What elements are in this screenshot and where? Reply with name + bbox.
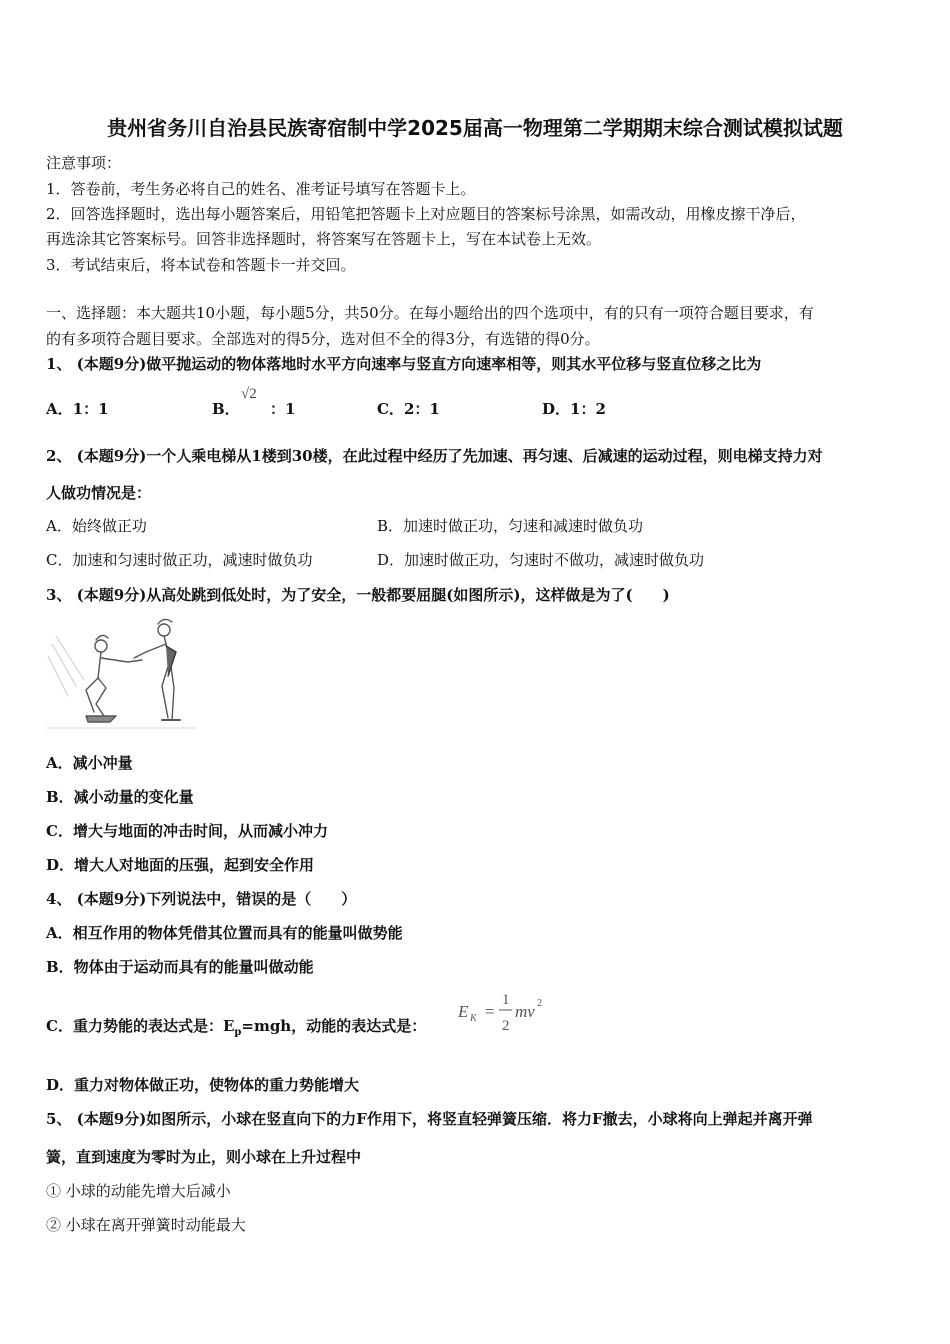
- q2-stem-line-2: 人做功情况是：: [46, 484, 152, 502]
- notice-item-2-cont: 再选涂其它答案标号。回答非选择题时，将答案写在答题卡上，写在本试卷上无效。: [46, 230, 602, 248]
- q1-option-d: D．1：2: [542, 400, 606, 418]
- q2-option-c: C．加速和匀速时做正功，减速时做负功: [46, 551, 313, 569]
- formula-ek-sub: K: [470, 1013, 477, 1024]
- notice-item-2: 2．回答选择题时，选出每小题答案后，用铅笔把答题卡上对应题目的答案标号涂黑，如需改动，用橡皮擦干净后，: [46, 205, 806, 223]
- q5-item-2: ② 小球在离开弹簧时动能最大: [46, 1216, 246, 1234]
- q4-option-c-text: C．重力势能的表达式是：E: [46, 1017, 235, 1035]
- q5-item-1: ① 小球的动能先增大后减小: [46, 1182, 231, 1200]
- q3-option-a: A．减小冲量: [46, 754, 133, 772]
- q1-option-c: C．2：1: [377, 400, 440, 418]
- section-intro-line-1: 一、选择题：本大题共10小题，每小题5分，共50分。在每小题给出的四个选项中，有的只有一项符合题目要求，有: [46, 304, 814, 322]
- q3-stem: 3、 (本题9分)从高处跳到低处时，为了安全，一般都要屈腿(如图所示)，这样做是为了( ): [46, 586, 670, 604]
- q1-stem: 1、 (本题9分)做平抛运动的物体落地时水平方向速率与竖直方向速率相等，则其水平位移与竖直位移之比为: [46, 355, 762, 373]
- q2-option-a: A．始终做正功: [46, 517, 147, 535]
- jumping-figure-illustration: [46, 616, 196, 734]
- formula-exponent: 2: [537, 998, 542, 1009]
- q1-option-b-ratio: ：1: [270, 400, 296, 418]
- q4-option-c-subscript: p: [234, 1027, 242, 1038]
- q4-option-a: A．相互作用的物体凭借其位置而具有的能量叫做势能: [46, 924, 403, 942]
- q5-stem-line-1: 5、 (本题9分)如图所示，小球在竖直向下的力F作用下，将竖直轻弹簧压缩．将力F撤去，小球将向上弹起并离开弹: [46, 1110, 813, 1128]
- page-title: 贵州省务川自治县民族寄宿制中学2025届高一物理第二学期期末综合测试模拟试题: [107, 116, 843, 140]
- q4-stem: 4、 (本题9分)下列说法中，错误的是（ ）: [46, 890, 357, 908]
- q4-option-b: B．物体由于运动而具有的能量叫做动能: [46, 958, 314, 976]
- formula-mv: mv: [515, 1002, 535, 1021]
- section-intro-line-2: 的有多项符合题目要求。全部选对的得5分，选对但不全的得3分，有选错的得0分。: [46, 330, 600, 348]
- q2-stem-line-1: 2、 (本题9分)一个人乘电梯从1楼到30楼，在此过程中经历了先加速、再匀速、后减速的运动过程，则电梯支持力对: [46, 447, 823, 465]
- formula-ek: E: [458, 1002, 469, 1021]
- q2-option-b: B．加速时做正功，匀速和减速时做负功: [377, 517, 644, 535]
- q3-option-c: C．增大与地面的冲击时间，从而减小冲力: [46, 822, 328, 840]
- notice-heading: 注意事项：: [46, 154, 122, 172]
- kinetic-energy-formula: [458, 990, 568, 1040]
- q4-option-c: [46, 1015, 426, 1038]
- q4-option-d: D．重力对物体做正功，使物体的重力势能增大: [46, 1076, 360, 1094]
- q4-option-c-text-2: =mgh，动能的表达式是：: [241, 1017, 427, 1035]
- sqrt-two-symbol: √2: [241, 386, 257, 402]
- formula-denominator: 2: [502, 1018, 510, 1034]
- q1-option-a: A．1：1: [46, 400, 109, 418]
- q3-option-b: B．减小动量的变化量: [46, 788, 194, 806]
- notice-item-1: 1．答卷前，考生务必将自己的姓名、准考证号填写在答题卡上。: [46, 180, 476, 198]
- q1-option-b-label: B．: [212, 400, 240, 418]
- notice-item-3: 3．考试结束后，将本试卷和答题卡一并交回。: [46, 256, 356, 274]
- q2-option-d: D．加速时做正功，匀速时不做功，减速时做负功: [377, 551, 705, 569]
- q1-option-b: [212, 398, 240, 419]
- q3-option-d: D．增大人对地面的压强，起到安全作用: [46, 856, 315, 874]
- formula-numerator: 1: [502, 992, 510, 1008]
- q5-stem-line-2: 簧，直到速度为零时为止，则小球在上升过程中: [46, 1148, 362, 1166]
- formula-equals: =: [485, 1002, 495, 1021]
